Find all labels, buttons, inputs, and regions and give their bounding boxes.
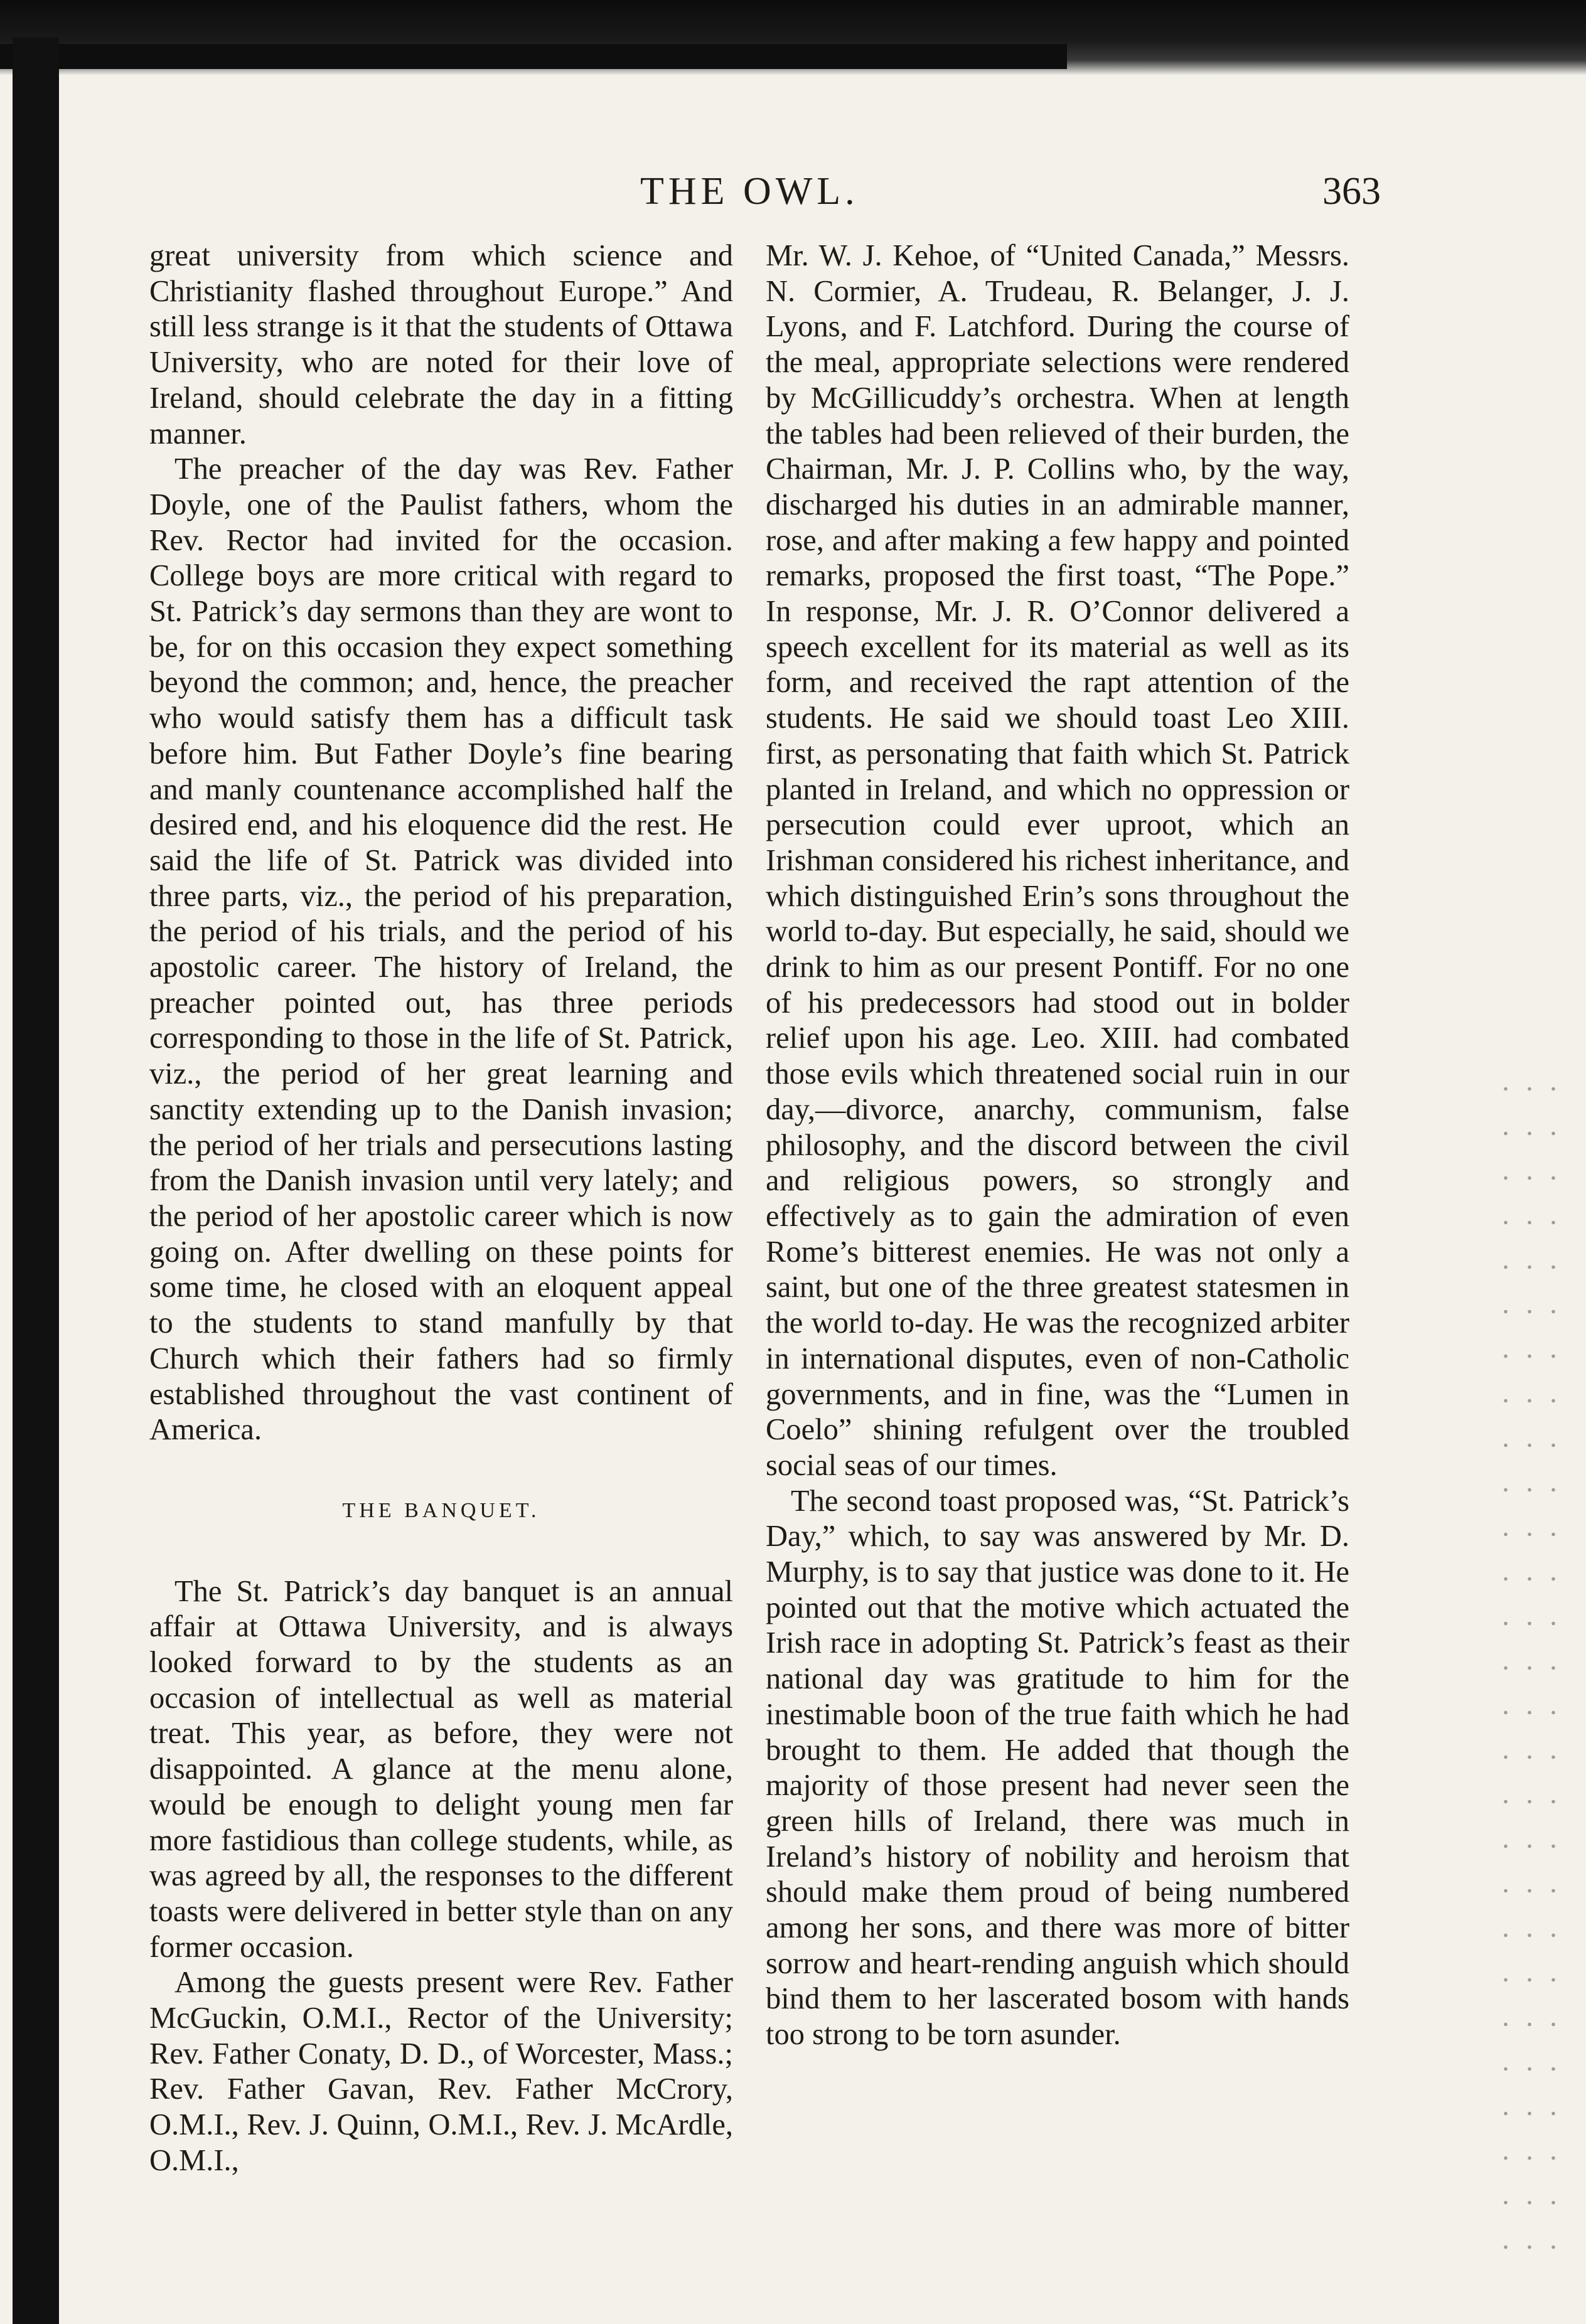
left-column — [149, 238, 733, 2179]
paragraph: The preacher of the day was Rev. Father Doyle, one of the Paulist fathers, whom the Rev. Rector had invited for the occasion. College boys are more critical with regard to St. Patrick’s day sermons than they are wont to be, for on this occasion they expect something beyond the common; and, hence, the preacher who would satisfy them has a difficult task before him. But Father Doyle’s fine bearing and manly countenance accomplished half the desired end, and his eloquence did the rest. He said the life of St. Patrick was divided into three parts, viz., the period of his preparation, the period of his trials, and the period of his apostolic career. The history of Ireland, the preacher pointed out, has three periods corresponding to those in the life of St. Patrick, viz., the period of her great learning and sanctity extending up to the Danish invasion; the period of her trials and persecutions lasting from the Danish invasion until very lately; and the period of her apostolic career which is now going on. After dwelling on these points for some time, he closed with an eloquent appeal to the students to stand manfully by that Church which their fathers had so firmly established throughout the vast continent of America. — [149, 452, 733, 1447]
paragraph: great university from which science and Christianity flashed throughout Europe.” And still less strange is it that the students of Ottawa University, who are noted for their love of Ireland, should celebrate the day in a fitting manner. — [149, 239, 733, 450]
running-head: THE OWL. — [640, 170, 859, 213]
paragraph: Among the guests present were Rev. Father McGuckin, O.M.I., Rector of the University; Rev. Father Conaty, D. D., of Worcester, Mass.; Rev. Father Gavan, Rev. Father McCrory, O.M.I., Rev. J. Quinn, O.M.I., Rev. J. McArdle, O.M.I., — [149, 1966, 733, 2177]
scan-top-streak — [0, 44, 1067, 69]
page-header — [565, 163, 1381, 226]
scan-binding-edge — [13, 38, 59, 2324]
scan-edge-specks — [1494, 1067, 1569, 2259]
paragraph: Mr. W. J. Kehoe, of “United Canada,” Messrs. N. Cormier, A. Trudeau, R. Belanger, J. J. Lyons, and F. Latchford. During the course of the meal, appropriate selections were rendered by McGillicuddy’s orchestra. When at length the tables had been relieved of their burden, the Chairman, Mr. J. P. Collins who, by the way, discharged his duties in an admirable manner, rose, and after making a few happy and pointed remarks, proposed the first toast, “The Pope.” In response, Mr. J. R. O’Connor delivered a speech excellent for its material as well as its form, and received the rapt attention of the students. He said we should toast Leo XIII. first, as personating that faith which St. Patrick planted in Ireland, and which no oppression or persecution could ever uproot, which an Irishman considered his richest inheritance, and which distinguished Erin’s sons throughout the world to-day. But especially, he said, should we drink to him as our present Pontiff. For no one of his predecessors had stood out in bolder relief upon his age. Leo. XIII. had combated those evils which threatened social ruin in our day,—divorce, anarchy, communism, false philosophy, and the discord between the civil and religious powers, so strongly and effectively as to gain the admiration of even Rome’s bitterest enemies. He was not only a saint, but one of the three greatest statesmen in the world to-day. He was the recognized arbiter in international disputes, even of non-Catholic governments, and in fine, was the “Lumen in Coelo” shining refulgent over the troubled social seas of our times. — [766, 239, 1349, 1482]
paragraph: The second toast proposed was, “St. Patrick’s Day,” which, to say was answered by Mr. D. Murphy, is to say that justice was done to it. He pointed out that the motive which actuated the Irish race in adopting St. Patrick’s feast as their national day was gratitude to him for the inestimable boon of the true faith which he had brought to them. He added that though the majority of those present had never seen the green hills of Ireland, there was much in Ireland’s history of nobility and heroism that should make them proud of being numbered among her sons, and there was more of bitter sorrow and heart-rending anguish which should bind them to her lascerated bosom with hands too strong to be torn asunder. — [766, 1484, 1349, 2052]
page-number: 363 — [1322, 170, 1381, 213]
paragraph: The St. Patrick’s day banquet is an annual affair at Ottawa University, and is always looked forward to by the students as an occasion of intellectual as well as material treat. This year, as before, they were not disappointed. A glance at the menu alone, would be enough to delight young men far more fastidious than college students, while, as was agreed by all, the responses to the different toasts were delivered in better style than on any former occasion. — [149, 1574, 733, 1964]
section-heading: THE BANQUET. — [342, 1498, 540, 1522]
right-column — [766, 238, 1349, 2053]
